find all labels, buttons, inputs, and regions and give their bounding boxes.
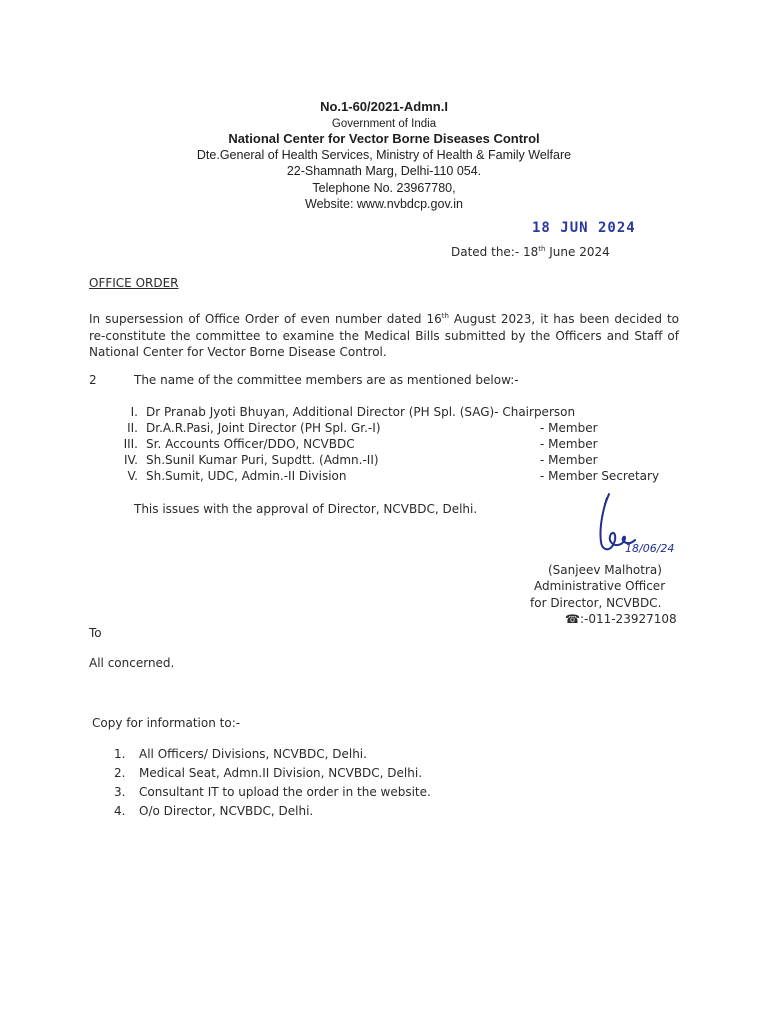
directorate-line: Dte.General of Health Services, Ministry of Health & Family Welfare [196,148,572,162]
order-number: No.1-60/2021-Admn.I [320,99,448,114]
dated-line: Dated the:- 18th June 2024 [451,245,610,259]
office-order-title: OFFICE ORDER [89,276,179,290]
member-row: II. Dr.A.R.Pasi, Joint Director (PH Spl. Gr.-I) - Member [127,421,598,435]
member-row: V. Sh.Sumit, UDC, Admin.-II Division - Member Secretary [127,469,660,483]
government-label: Government of India [331,118,437,130]
signatory-name: (Sanjeev Malhotra) [548,563,662,577]
para-number: 2 [89,373,97,387]
signature-date: 18/06/24 [625,542,675,555]
organization-name: National Center for Vector Borne Diseases Control [228,131,540,146]
committee-intro: The name of the committee members are as mentioned below:- [134,373,519,387]
list-item: 3. Consultant IT to upload the order in the website. [114,785,431,799]
signatory-designation: Administrative Officer [534,579,666,593]
signature-scribble [585,490,685,570]
list-item: 4. O/o Director, NCVBDC, Delhi. [114,804,314,818]
to-label: To [89,626,102,640]
supersession-paragraph: In supersession of Office Order of even number dated 16th August 2023, it has been decided to re-constitute the committee to examine the Medical Bills submitted by the Officers and Staff of National Center for Vector Borne Disease Control. [89,312,679,359]
address-line: 22-Shamnath Marg, Delhi-110 054. [286,164,482,178]
signatory-for: for Director, NCVBDC. [530,596,662,610]
telephone-icon: ☎ [565,612,580,626]
copy-heading: Copy for information to:- [92,716,241,730]
member-row: I. Dr Pranab Jyoti Bhuyan, Additional Director (PH Spl. (SAG)- Chairperson [130,405,576,419]
list-item: 1. All Officers/ Divisions, NCVBDC, Delhi. [114,747,367,761]
signatory-phone: ☎:-011-23927108 [565,612,677,626]
approval-line: This issues with the approval of Director, NCVBDC, Delhi. [134,502,478,516]
website-line: Website: www.nvbdcp.gov.in [305,197,463,211]
list-item: 2. Medical Seat, Admn.II Division, NCVBDC, Delhi. [114,766,423,780]
telephone-line: Telephone No. 23967780, [312,181,456,195]
date-stamp: 18 JUN 2024 [532,220,636,236]
member-row: III. Sr. Accounts Officer/DDO, NCVBDC - Member [123,437,598,451]
all-concerned: All concerned. [89,656,175,670]
member-row: IV. Sh.Sunil Kumar Puri, Supdtt. (Admn.-II) - Member [123,453,598,467]
